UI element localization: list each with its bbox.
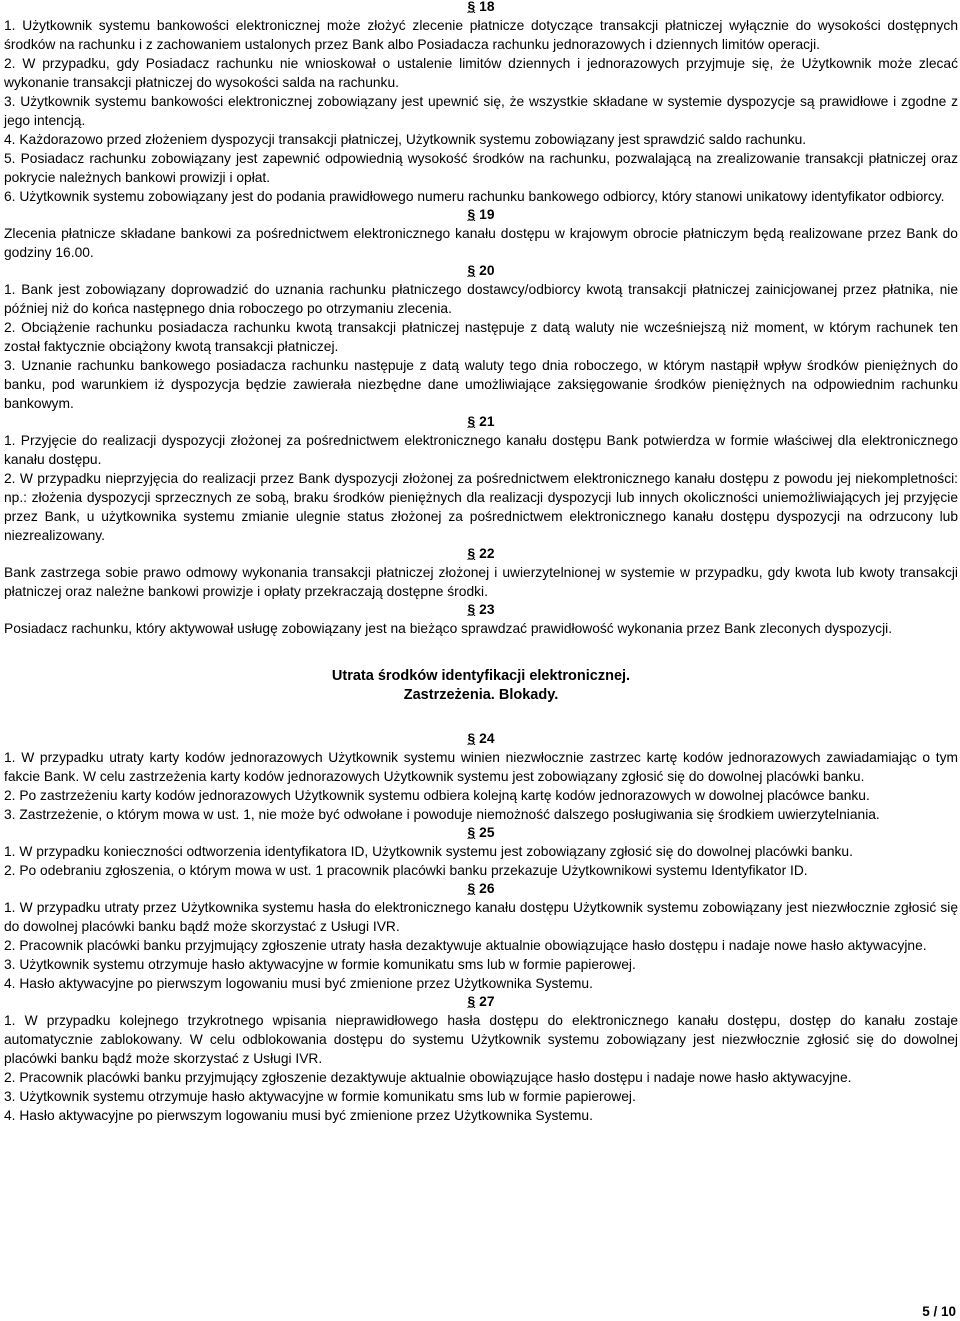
paragraph: 6. Użytkownik systemu zobowiązany jest do podania prawidłowego numeru rachunku bankowego odbiorcy, który stanowi unikatowy identyfikator odbiorcy. bbox=[4, 189, 945, 204]
paragraph: 1. W przypadku utraty przez Użytkownika systemu hasła do elektronicznego kanału dostępu Użytkownik systemu zobowiązany jest niezwłocznie zgłosić się do dowolnej placówki banku bądź może skorzystać z Usługi IVR. bbox=[4, 900, 958, 934]
section-number: 21 bbox=[479, 414, 495, 429]
paragraph: 1. Użytkownik systemu bankowości elektronicznej może złożyć zlecenie płatnicze dotyczące transakcji płatniczej wyłącznie do wysokości dostępnych środków na rachunku i z zachowaniem ustalonych przez Bank albo Posiadacza rachunku jednorazowych i dziennych limitów operacji. bbox=[4, 18, 958, 52]
paragraph: 3. Użytkownik systemu bankowości elektronicznej zobowiązany jest upewnić się, że wszystkie składane w systemie dyspozycje są prawidłowe i zgodne z jego intencją. bbox=[4, 94, 958, 128]
section-heading bbox=[4, 730, 958, 748]
paragraph: 4. Hasło aktywacyjne po pierwszym logowaniu musi być zmienione przez Użytkownika Systemu. bbox=[4, 976, 593, 991]
section-number: 18 bbox=[479, 0, 495, 14]
section-number: 25 bbox=[479, 825, 495, 840]
section-number: 26 bbox=[479, 881, 495, 896]
section-symbol: § bbox=[467, 0, 476, 14]
section-heading bbox=[4, 0, 958, 16]
chapter-heading: Utrata środków identyfikacji elektronicznej. bbox=[331, 668, 631, 684]
paragraph: 2. W przypadku nieprzyjęcia do realizacji przez Bank dyspozycji złożonej za pośrednictwem elektronicznego kanału dostępu z powodu jej niekompletności: np.: złożenia dyspozycji sprzecznych ze sobą, braku środków pieniężnych dla realizacji dyspozycji lub innych okoliczności uniemożliwiających jej przyjęcie przez Bank, u użytkownika systemu zmianie ulegnie status złożonej za pośrednictwem elektronicznego kanału dostępu dyspozycji na odrzucony lub niezrealizowany. bbox=[4, 471, 958, 543]
section-number: 20 bbox=[479, 263, 495, 278]
paragraph: 3. Użytkownik systemu otrzymuje hasło aktywacyjne w formie komunikatu sms lub w formie papierowej. bbox=[4, 957, 636, 972]
page-number: 5 / 10 bbox=[922, 1304, 956, 1319]
section-heading bbox=[4, 206, 958, 224]
paragraph: 1. Przyjęcie do realizacji dyspozycji złożonej za pośrednictwem elektronicznego kanału dostępu Bank potwierdza w formie właściwej dla elektronicznego kanału dostępu. bbox=[4, 433, 958, 467]
paragraph: 5. Posiadacz rachunku zobowiązany jest zapewnić odpowiednią wysokość środków na rachunku, pozwalającą na zrealizowanie transakcji płatniczej oraz pokrycie należnych bankowi prowizji i opłat. bbox=[4, 151, 958, 185]
section-heading bbox=[4, 601, 958, 619]
paragraph: Bank zastrzega sobie prawo odmowy wykonania transakcji płatniczej złożonej i uwierzytelnionej w systemie w przypadku, gdy kwota lub kwoty transakcji płatniczej oraz należne bankowi prowizje i opłaty przekraczają dostępne środki. bbox=[4, 565, 958, 599]
paragraph: 1. W przypadku utraty karty kodów jednorazowych Użytkownik systemu winien niezwłocznie zastrzec kartę kodów jednorazowych zawiadamiając o tym fakcie Bank. W celu zastrzeżenia karty kodów jednorazowych Użytkownik systemu jest zobowiązany zgłosić się do dowolnej placówki banku. bbox=[4, 750, 958, 784]
paragraph: 1. W przypadku kolejnego trzykrotnego wpisania nieprawidłowego hasła dostępu do elektronicznego kanału dostępu, dostęp do kanału zostaje automatycznie zablokowany. W celu odblokowania dostępu do systemu Użytkownik systemu zobowiązany jest niezwłocznie zgłosić się do dowolnej placówki banku bądź może skorzystać z Usługi IVR. bbox=[4, 1013, 958, 1066]
paragraph: 2. Po zastrzeżeniu karty kodów jednorazowych Użytkownik systemu odbiera kolejną kartę kodów jednorazowych w dowolnej placówce banku. bbox=[4, 788, 870, 803]
paragraph: 2. Pracownik placówki banku przyjmujący zgłoszenie utraty hasła dezaktywuje aktualnie obowiązujące hasło dostępu i nadaje nowe hasło aktywacyjne. bbox=[4, 938, 927, 953]
paragraph: 3. Użytkownik systemu otrzymuje hasło aktywacyjne w formie komunikatu sms lub w formie papierowej. bbox=[4, 1089, 636, 1104]
paragraph: 4. Hasło aktywacyjne po pierwszym logowaniu musi być zmienione przez Użytkownika Systemu. bbox=[4, 1108, 593, 1123]
section-symbol: § bbox=[467, 731, 476, 746]
section-heading bbox=[4, 880, 958, 898]
section-heading bbox=[4, 545, 958, 563]
section-symbol: § bbox=[467, 263, 476, 278]
chapter-heading: Zastrzeżenia. Blokady. bbox=[403, 687, 559, 703]
paragraph: 2. W przypadku, gdy Posiadacz rachunku nie wnioskował o ustalenie limitów dziennych i jednorazowych przyjmuje się, że Użytkownik może zlecać wykonanie transakcji płatniczej do wysokości salda na rachunku. bbox=[4, 56, 958, 90]
section-number: 24 bbox=[479, 731, 495, 746]
section-number: 23 bbox=[479, 602, 495, 617]
section-heading bbox=[4, 262, 958, 280]
section-symbol: § bbox=[467, 602, 476, 617]
section-number: 27 bbox=[479, 994, 495, 1009]
paragraph: 1. W przypadku konieczności odtworzenia identyfikatora ID, Użytkownik systemu jest zobowiązany zgłosić się do dowolnej placówki banku. bbox=[4, 844, 853, 859]
section-symbol: § bbox=[467, 994, 476, 1009]
paragraph: 3. Uznanie rachunku bankowego posiadacza rachunku następuje z datą waluty tego dnia roboczego, w którym nastąpił wpływ środków pieniężnych do banku, pod warunkiem iż dyspozycja będzie zawierała niezbędne dane umożliwiające zaksięgowanie środków pieniężnych na odpowiednim rachunku bankowym. bbox=[4, 358, 958, 411]
paragraph: 2. Pracownik placówki banku przyjmujący zgłoszenie dezaktywuje aktualnie obowiązujące hasło dostępu i nadaje nowe hasło aktywacyjne. bbox=[4, 1070, 852, 1085]
paragraph: 2. Po odebraniu zgłoszenia, o którym mowa w ust. 1 pracownik placówki banku przekazuje Użytkownikowi systemu Identyfikator ID. bbox=[4, 863, 808, 878]
section-symbol: § bbox=[467, 207, 476, 222]
paragraph: 3. Zastrzeżenie, o którym mowa w ust. 1, nie może być odwołane i powoduje niemożność dalszego posługiwania się środkiem uwierzytelniania. bbox=[4, 807, 880, 822]
section-heading bbox=[4, 993, 958, 1011]
paragraph: 2. Obciążenie rachunku posiadacza rachunku kwotą transakcji płatniczej następuje z datą waluty nie wcześniejszą niż moment, w którym rachunek ten został faktycznie obciążony kwotą transakcji płatniczej. bbox=[4, 320, 958, 354]
section-number: 19 bbox=[479, 207, 495, 222]
paragraph: Posiadacz rachunku, który aktywował usługę zobowiązany jest na bieżąco sprawdzać prawidłowość wykonania przez Bank zleconych dyspozycji. bbox=[4, 621, 893, 636]
section-number: 22 bbox=[479, 546, 495, 561]
document-body bbox=[4, 0, 958, 1125]
section-symbol: § bbox=[467, 825, 476, 840]
section-heading bbox=[4, 824, 958, 842]
paragraph: 1. Bank jest zobowiązany doprowadzić do uznania rachunku płatniczego dostawcy/odbiorcy kwotą transakcji płatniczej zainicjowanej przez płatnika, nie później niż do końca następnego dnia roboczego po otrzymaniu zlecenia. bbox=[4, 282, 958, 316]
section-symbol: § bbox=[467, 881, 476, 896]
paragraph: Zlecenia płatnicze składane bankowi za pośrednictwem elektronicznego kanału dostępu w krajowym obrocie płatniczym będą realizowane przez Bank do godziny 16.00. bbox=[4, 226, 958, 260]
paragraph: 4. Każdorazowo przed złożeniem dyspozycji transakcji płatniczej, Użytkownik systemu zobowiązany jest sprawdzić saldo rachunku. bbox=[4, 132, 807, 147]
section-symbol: § bbox=[467, 414, 476, 429]
section-symbol: § bbox=[467, 546, 476, 561]
section-heading bbox=[4, 413, 958, 431]
